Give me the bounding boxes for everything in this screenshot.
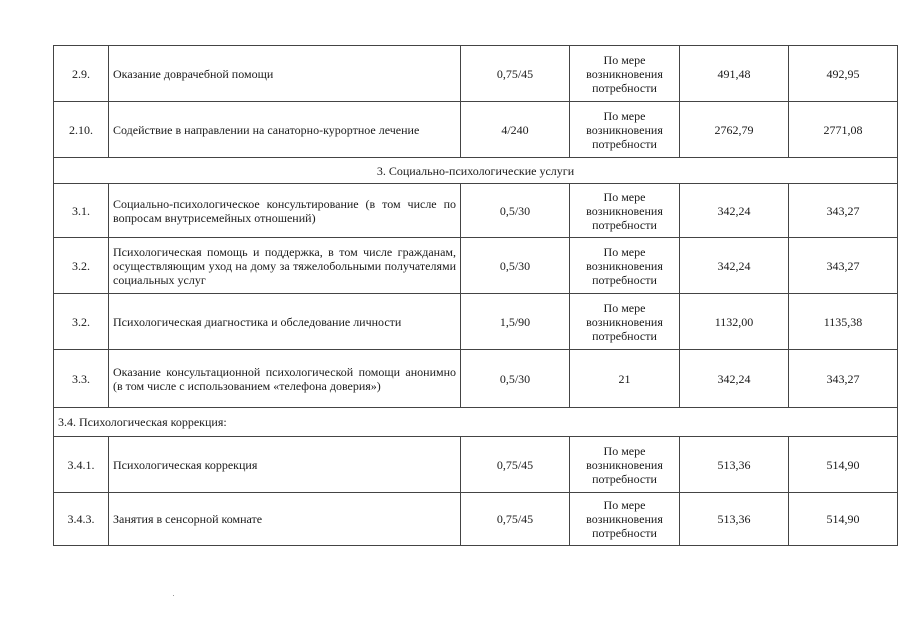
price-current: 2762,79 [680,102,789,158]
section-row [54,158,898,184]
row-number: 2.9. [54,46,109,102]
price-next: 343,27 [789,350,898,408]
row-number: 3.4.3. [54,493,109,546]
table-row [54,493,898,546]
table-row [54,294,898,350]
row-number: 3.2. [54,238,109,294]
price-current: 513,36 [680,493,789,546]
price-next: 514,90 [789,493,898,546]
table-row [54,238,898,294]
service-frequency: По мере возникновения потребности [570,238,680,294]
service-name: Оказание консультационной психологической помощи анонимно (в том числе с использованием «телефона доверия») [109,350,461,408]
price-current: 342,24 [680,184,789,238]
service-time: 1,5/90 [461,294,570,350]
price-current: 491,48 [680,46,789,102]
service-frequency: По мере возникновения потребности [570,184,680,238]
price-next: 343,27 [789,238,898,294]
section-title: 3. Социально-психологические услуги [54,158,898,184]
service-name: Психологическая диагностика и обследование личности [109,294,461,350]
service-frequency: По мере возникновения потребности [570,493,680,546]
scan-speck [173,595,174,596]
row-number: 3.4.1. [54,437,109,493]
service-frequency: По мере возникновения потребности [570,46,680,102]
service-name: Занятия в сенсорной комнате [109,493,461,546]
service-time: 0,75/45 [461,493,570,546]
price-next: 492,95 [789,46,898,102]
service-name: Социально-психологическое консультирование (в том числе по вопросам внутрисемейных отношений) [109,184,461,238]
service-frequency: 21 [570,350,680,408]
service-name: Содействие в направлении на санаторно-курортное лечение [109,102,461,158]
price-current: 1132,00 [680,294,789,350]
table-row [54,350,898,408]
row-number: 3.1. [54,184,109,238]
table-row [54,184,898,238]
service-name: Психологическая помощь и поддержка, в том числе гражданам, осуществляющим уход на дому за тяжелобольными получателями социальных услуг [109,238,461,294]
price-next: 343,27 [789,184,898,238]
service-frequency: По мере возникновения потребности [570,294,680,350]
row-number: 3.3. [54,350,109,408]
service-frequency: По мере возникновения потребности [570,102,680,158]
service-name: Оказание доврачебной помощи [109,46,461,102]
service-time: 0,75/45 [461,46,570,102]
service-time: 0,5/30 [461,350,570,408]
subsection-title: 3.4. Психологическая коррекция: [54,408,898,437]
table-row [54,102,898,158]
price-next: 2771,08 [789,102,898,158]
services-tariff-table [53,45,898,546]
table-row [54,46,898,102]
service-name: Психологическая коррекция [109,437,461,493]
service-time: 0,5/30 [461,238,570,294]
row-number: 2.10. [54,102,109,158]
price-current: 342,24 [680,350,789,408]
service-time: 0,5/30 [461,184,570,238]
service-frequency: По мере возникновения потребности [570,437,680,493]
service-time: 4/240 [461,102,570,158]
row-number: 3.2. [54,294,109,350]
table-row [54,437,898,493]
price-current: 342,24 [680,238,789,294]
service-time: 0,75/45 [461,437,570,493]
subsection-row [54,408,898,437]
price-current: 513,36 [680,437,789,493]
price-next: 1135,38 [789,294,898,350]
price-next: 514,90 [789,437,898,493]
